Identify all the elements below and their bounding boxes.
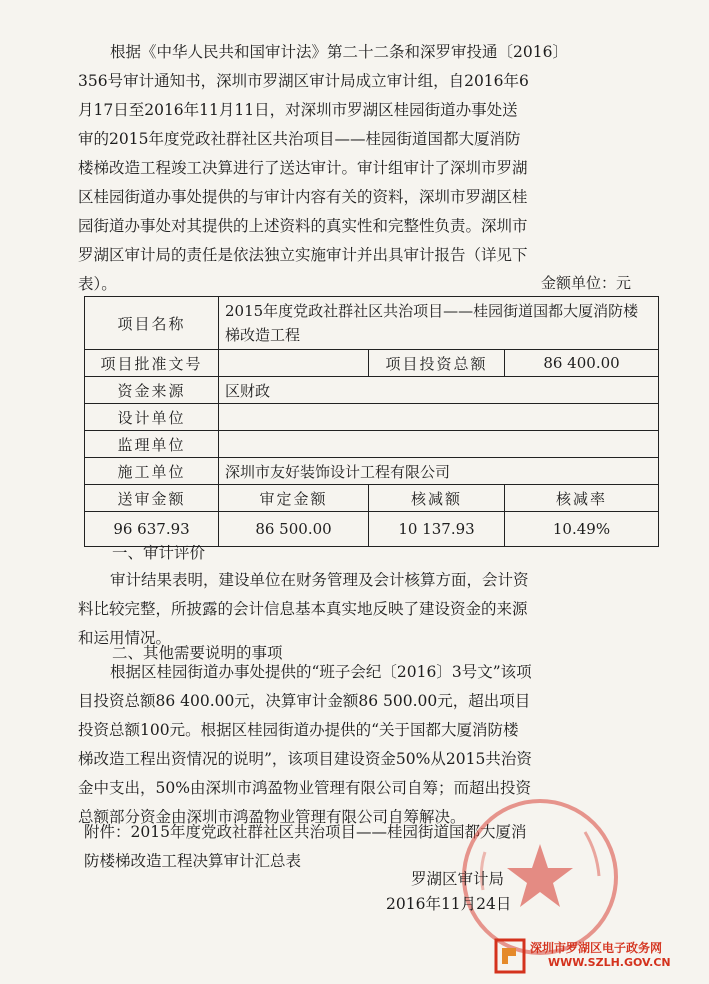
table-row bbox=[85, 431, 659, 458]
watermark-line1: 深圳市罗湖区电子政务网 bbox=[530, 941, 663, 955]
summary-header: 审定金额 bbox=[219, 485, 369, 512]
text-line: 审计结果表明，建设单位在财务管理及会计核算方面，会计资 bbox=[110, 571, 529, 589]
supervision-unit-label: 监理单位 bbox=[85, 431, 219, 458]
summary-header: 送审金额 bbox=[85, 485, 219, 512]
approval-doc-value bbox=[219, 350, 369, 377]
signature-date: 2016年11月24日 bbox=[386, 895, 512, 913]
approval-doc-label: 项目批准文号 bbox=[85, 350, 219, 377]
text-line: 料比较完整，所披露的会计信息基本真实地反映了建设资金的来源 bbox=[78, 600, 528, 618]
section2-heading: 二、其他需要说明的事项 bbox=[112, 644, 283, 662]
text-line: 根据《中华人民共和国审计法》第二十二条和深罗审投通〔2016〕 bbox=[110, 43, 568, 61]
project-name-value: 2015年度党政社群社区共治项目——桂园街道国都大厦消防楼梯改造工程 bbox=[219, 297, 659, 350]
text-line: 金中支出，50%由深圳市鸿盈物业管理有限公司自筹；而超出投资 bbox=[78, 779, 531, 797]
text-line: 和运用情况。 bbox=[78, 629, 172, 647]
submitted-amount: 96 637.93 bbox=[85, 512, 219, 547]
text-line: 附件：2015年度党政社群社区共治项目——桂园街道国都大厦消 bbox=[84, 823, 527, 841]
construction-unit-label: 施工单位 bbox=[85, 458, 219, 485]
text-line: 园街道办事处对其提供的上述资料的真实性和完整性负责。深圳市 bbox=[78, 217, 528, 235]
design-unit-value bbox=[219, 404, 659, 431]
text-line: 罗湖区审计局的责任是依法独立实施审计并出具审计报告（详见下 bbox=[78, 246, 528, 264]
design-unit-label: 设计单位 bbox=[85, 404, 219, 431]
amount-unit-label: 金额单位：元 bbox=[540, 274, 631, 292]
approved-amount: 86 500.00 bbox=[219, 512, 369, 547]
text-line: 审的2015年度党政社群社区共治项目——桂园街道国都大厦消防 bbox=[78, 130, 521, 148]
text-line: 目投资总额86 400.00元，决算审计金额86 500.00元，超出项目 bbox=[78, 692, 531, 710]
supervision-unit-value bbox=[219, 431, 659, 458]
text-line: 356号审计通知书，深圳市罗湖区审计局成立审计组，自2016年6 bbox=[78, 72, 529, 90]
signature-org: 罗湖区审计局 bbox=[411, 870, 505, 888]
section1-heading: 一、审计评价 bbox=[112, 544, 206, 562]
table-row bbox=[85, 458, 659, 485]
text-line: 表）。 bbox=[78, 275, 117, 293]
table-row bbox=[85, 377, 659, 404]
section1-paragraph bbox=[78, 566, 658, 653]
summary-header: 核减额 bbox=[369, 485, 505, 512]
investment-total-label: 项目投资总额 bbox=[369, 350, 505, 377]
table-row bbox=[85, 350, 659, 377]
watermark-line2: WWW.SZLH.GOV.CN bbox=[548, 956, 671, 969]
fund-source-label: 资金来源 bbox=[85, 377, 219, 404]
text-line: 区桂园街道办事处提供的与审计内容有关的资料，深圳市罗湖区桂 bbox=[78, 188, 528, 206]
text-line: 月17日至2016年11月11日，对深圳市罗湖区桂园街道办事处送 bbox=[78, 101, 518, 119]
text-line: 总额部分资金由深圳市鸿盈物业管理有限公司自筹解决。 bbox=[78, 808, 466, 826]
construction-unit-value: 深圳市友好装饰设计工程有限公司 bbox=[219, 458, 659, 485]
table-row bbox=[85, 485, 659, 512]
reduction-amount: 10 137.93 bbox=[369, 512, 505, 547]
summary-header: 核减率 bbox=[505, 485, 659, 512]
text-line: 梯改造工程出资情况的说明”，该项目建设资金50%从2015共治资 bbox=[78, 750, 532, 768]
text-line: 防楼梯改造工程决算审计汇总表 bbox=[84, 852, 302, 870]
table-row bbox=[85, 297, 659, 350]
investment-total-value: 86 400.00 bbox=[505, 350, 659, 377]
project-name-label: 项目名称 bbox=[85, 297, 219, 350]
text-line: 根据区桂园街道办事处提供的“班子会纪〔2016〕3号文”该项 bbox=[110, 663, 532, 681]
audit-info-table bbox=[84, 296, 659, 547]
intro-paragraph bbox=[78, 38, 658, 299]
fund-source-value: 区财政 bbox=[219, 377, 659, 404]
reduction-rate: 10.49% bbox=[505, 512, 659, 547]
table-row bbox=[85, 404, 659, 431]
text-line: 楼梯改造工程竣工决算进行了送达审计。审计组审计了深圳市罗湖 bbox=[78, 159, 528, 177]
text-line: 投资总额100元。根据区桂园街道办提供的“关于国都大厦消防楼 bbox=[78, 721, 519, 739]
